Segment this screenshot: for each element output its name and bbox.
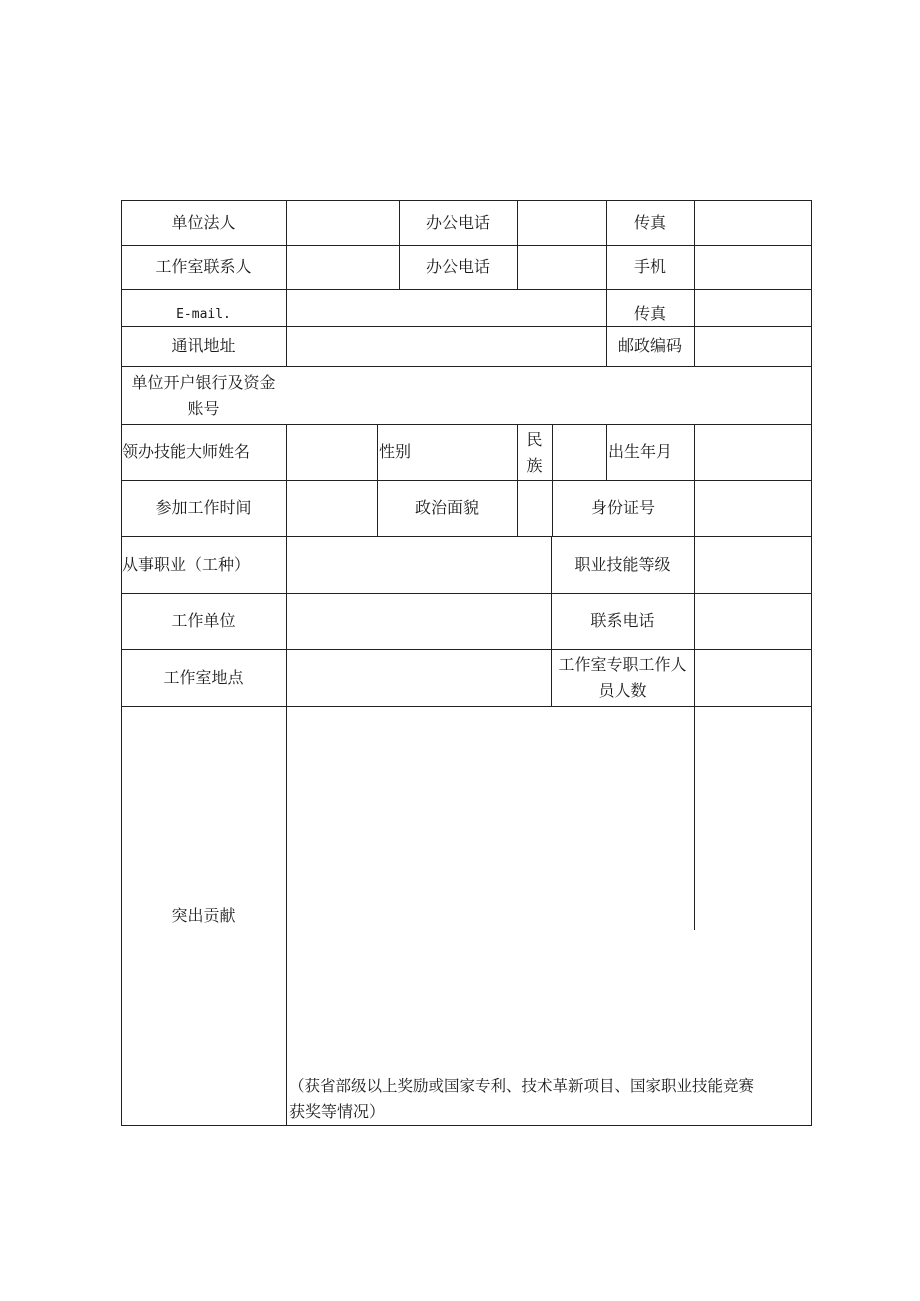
input-office-phone-1[interactable] [518, 201, 606, 245]
label-work-start: 参加工作时间 [155, 498, 252, 517]
label-contribution: 突出贡献 [171, 905, 236, 925]
contribution-note-line1: （获省部级以上奖励或国家专利、技术革新项目、国家职业技能竞赛 [289, 1077, 755, 1095]
label-ethnic-1: 民 [526, 430, 543, 449]
label-legal-person: 单位法人 [171, 212, 236, 232]
rule-v-r6-d [606, 424, 607, 480]
label-gender: 性别 [379, 442, 412, 461]
label-staff [551, 649, 694, 706]
label-location: 工作室地点 [163, 667, 244, 687]
label-occupation: 从事职业（工种） [122, 554, 251, 574]
label-staff-line2: 员人数 [598, 681, 647, 700]
input-id-no[interactable] [695, 481, 811, 536]
input-fax-2[interactable] [695, 290, 811, 326]
label-skill-level: 职业技能等级 [574, 554, 671, 574]
input-mobile[interactable] [695, 246, 811, 289]
rule-right [811, 200, 812, 1126]
input-email[interactable] [287, 290, 606, 326]
label-employer: 工作单位 [171, 611, 236, 630]
label-bank-line2: 账号 [187, 399, 220, 418]
label-bank [121, 366, 286, 424]
label-fax-1: 传真 [633, 212, 666, 232]
input-postcode[interactable] [695, 327, 811, 366]
label-office-phone-1: 办公电话 [425, 212, 490, 232]
input-location[interactable] [287, 650, 551, 706]
label-ethnic [517, 424, 552, 480]
input-skill-level[interactable] [695, 537, 811, 593]
input-ethnic[interactable] [553, 425, 606, 480]
contribution-note-line2: 获奖等情况） [289, 1102, 386, 1121]
input-employer[interactable] [287, 594, 551, 649]
rule-v-r6-a [377, 424, 378, 480]
input-fax-1[interactable] [695, 201, 811, 245]
input-occupation[interactable] [287, 537, 551, 593]
input-office-phone-2[interactable] [518, 246, 606, 289]
input-address[interactable] [287, 327, 606, 366]
input-legal-person[interactable] [287, 201, 399, 245]
input-contribution[interactable] [287, 707, 811, 1125]
label-email: E-mail. [176, 307, 231, 322]
label-contact: 工作室联系人 [155, 257, 252, 276]
input-bank[interactable] [287, 367, 811, 424]
label-office-phone-2: 办公电话 [425, 257, 490, 276]
input-phone[interactable] [695, 594, 811, 649]
label-fax-2: 传真 [633, 304, 666, 323]
input-staff[interactable] [695, 650, 811, 706]
label-master-name: 领办技能大师姓名 [122, 442, 251, 461]
label-postcode: 邮政编码 [617, 336, 682, 355]
label-ethnic-2: 族 [526, 456, 543, 475]
input-contact[interactable] [287, 246, 399, 289]
label-staff-line1: 工作室专职工作人 [558, 655, 687, 674]
label-bank-line1: 单位开户银行及资金 [131, 373, 276, 392]
label-phone: 联系电话 [590, 611, 655, 630]
label-address: 通讯地址 [171, 336, 236, 355]
label-id-no: 身份证号 [590, 498, 655, 517]
input-politics[interactable] [518, 481, 552, 536]
registration-form [121, 200, 812, 1126]
label-birth: 出生年月 [608, 442, 673, 461]
label-politics: 政治面貌 [414, 498, 479, 517]
input-master-name[interactable] [287, 425, 377, 480]
input-birth[interactable] [695, 425, 811, 480]
label-mobile: 手机 [633, 257, 666, 276]
input-work-start[interactable] [287, 481, 377, 536]
rule-bottom [121, 1125, 812, 1126]
